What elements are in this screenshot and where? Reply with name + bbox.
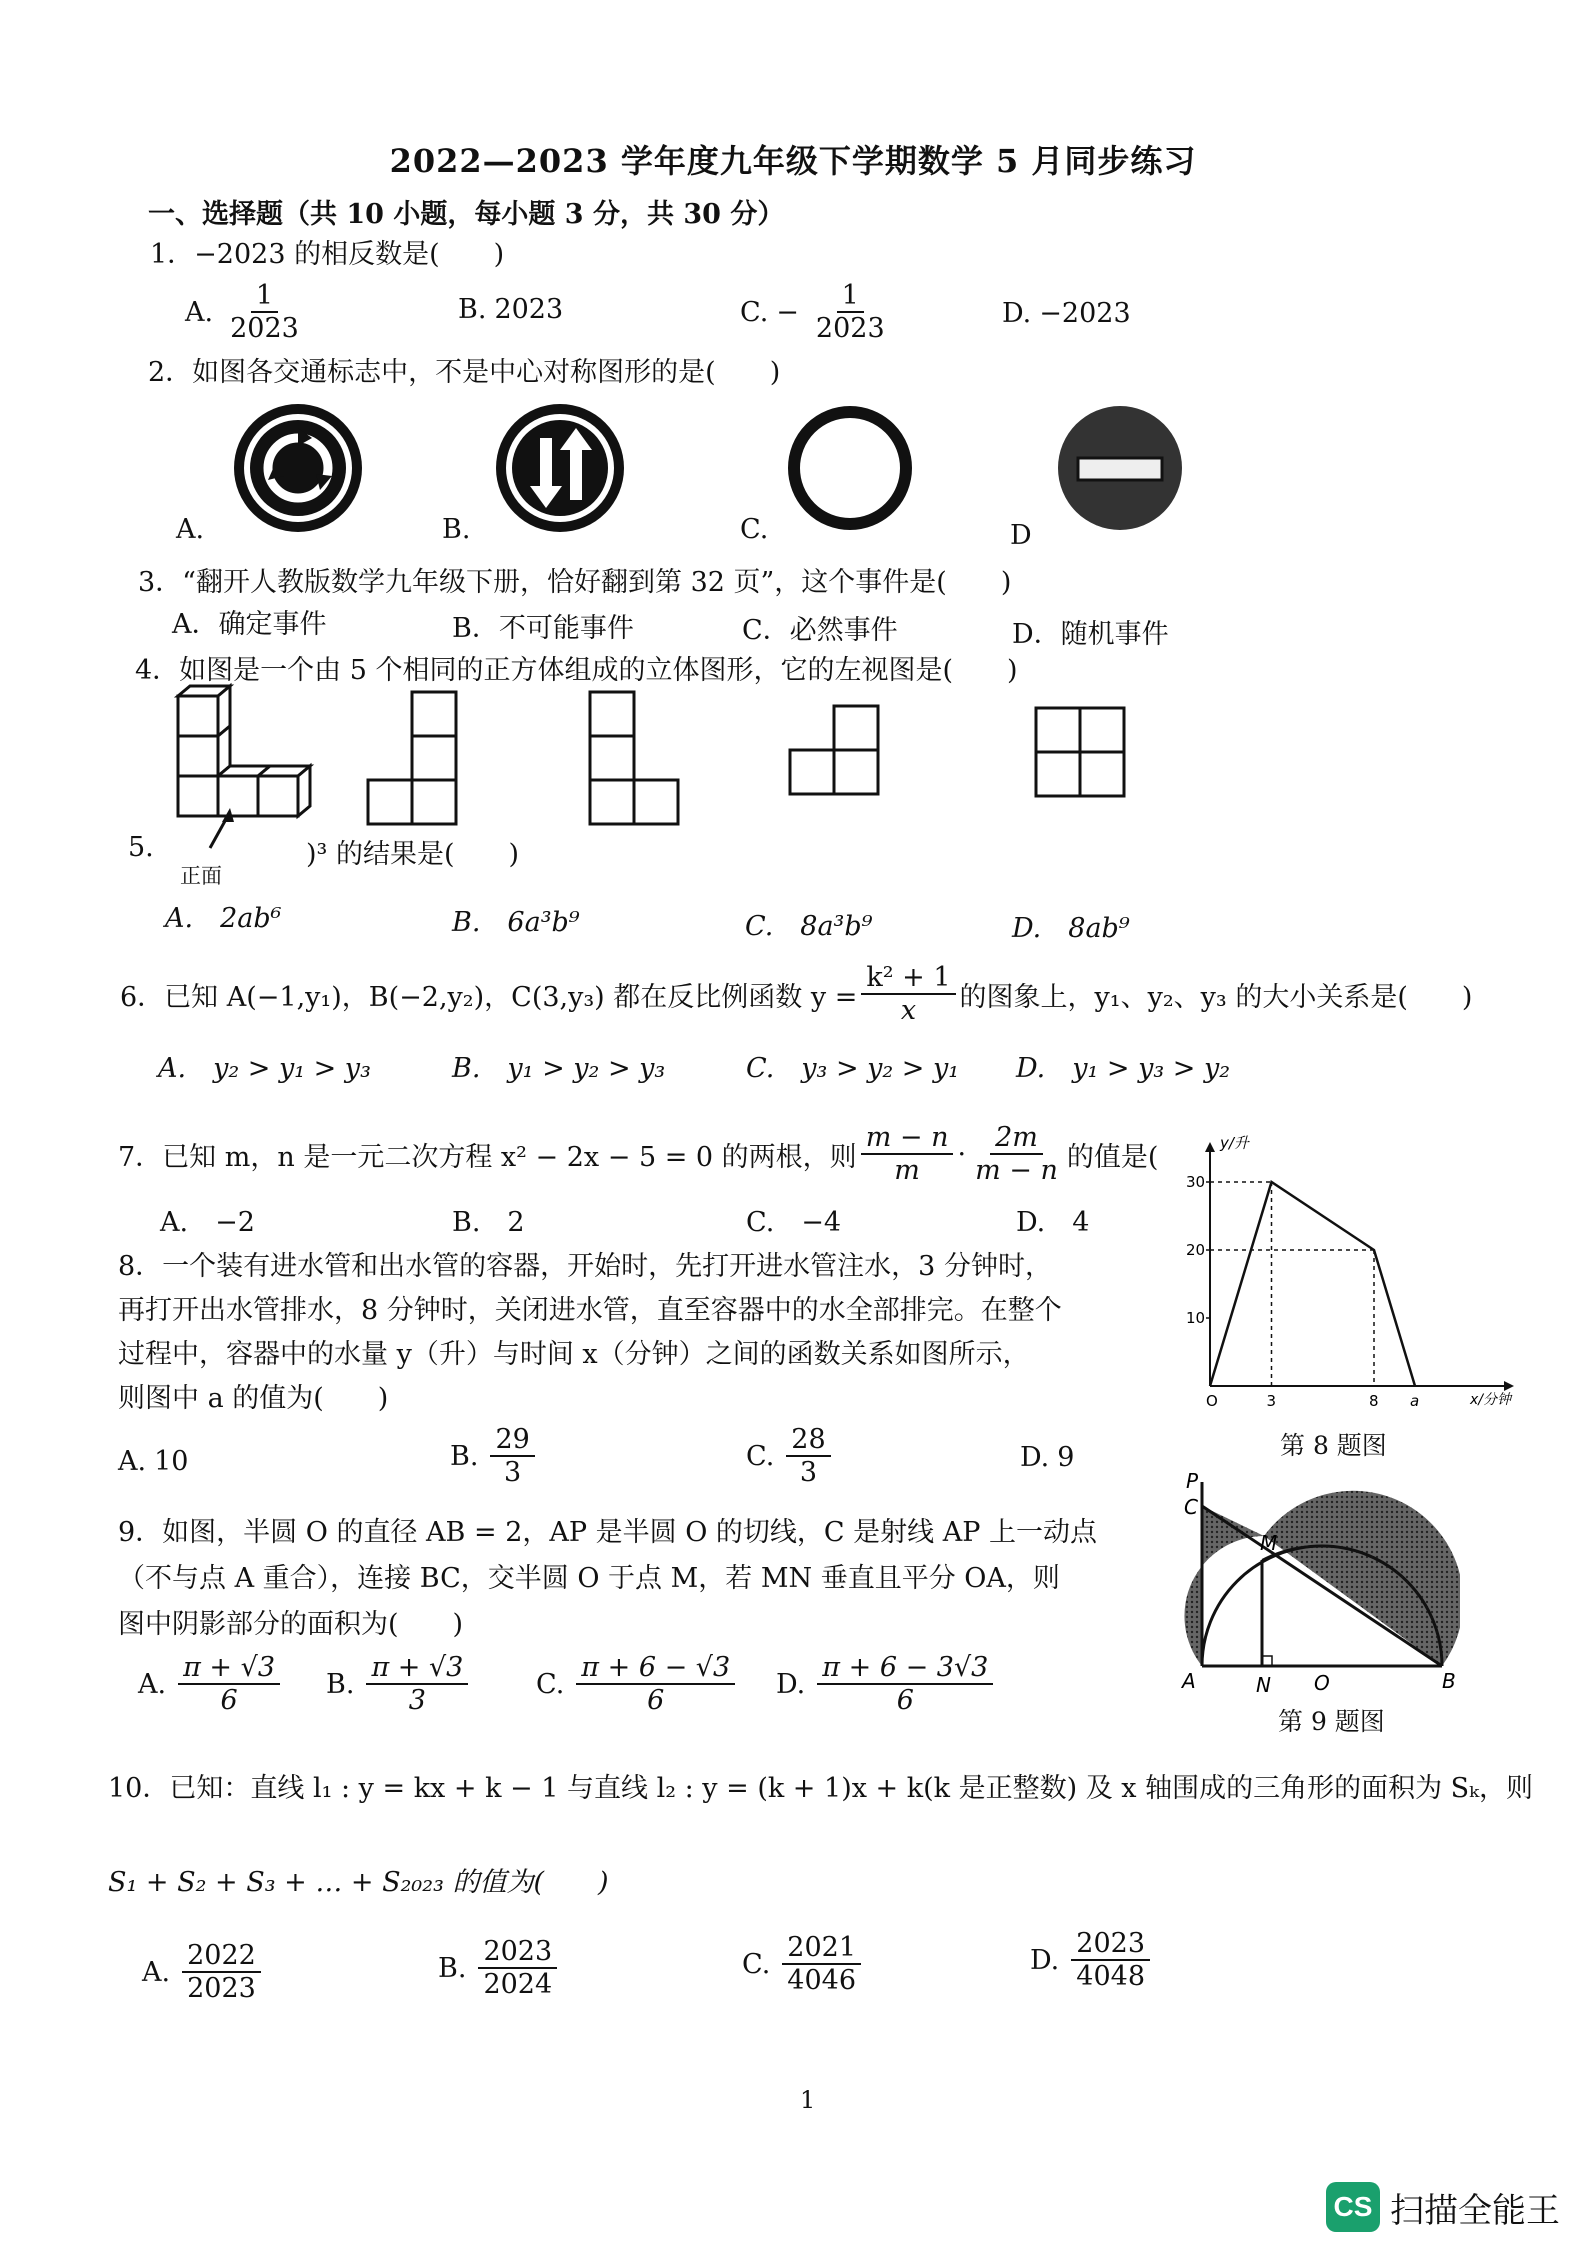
q3-option-a: A．确定事件 bbox=[172, 609, 327, 640]
shaded-region-left bbox=[1184, 1506, 1264, 1666]
view-option-c bbox=[790, 706, 878, 794]
q10-stem-2: S₁ + S₂ + S₃ + … + S₂₀₂₃ 的值为( ) bbox=[108, 1867, 609, 1898]
q1-option-a: A. $\frac{1}{2023}$ bbox=[185, 280, 308, 344]
q9-line-3: 图中阴影部分的面积为( ) bbox=[118, 1609, 464, 1640]
q5-stem-prefix: 5. bbox=[128, 832, 154, 863]
no-entry-sign-icon bbox=[1058, 406, 1182, 530]
fraction: $\frac{2023}{4048}$ bbox=[1071, 1928, 1150, 1992]
page-title: 2022—2023 学年度九年级下学期数学 5 月同步练习 bbox=[389, 142, 1197, 180]
fraction: $\frac{\pi + 6 - 3√3}{6}$ bbox=[817, 1652, 993, 1716]
q6-option-b: B. y₁ > y₂ > y₃ bbox=[452, 1053, 666, 1084]
q2-label-a: A. bbox=[176, 514, 205, 545]
x-tick-label: O bbox=[1206, 1392, 1218, 1410]
series-line bbox=[1210, 1182, 1415, 1386]
q6-stem: 6．已知 A(−1,y₁)，B(−2,y₂)，C(3,y₃) 都在反比例函数 y = $\frac{\text{k² + 1}}{x}$ 的图象上，y₁、y₂、y₃ 的大小关系是( ) bbox=[120, 962, 1473, 1027]
fraction: $\frac{\pi + √3}{3}$ bbox=[366, 1652, 468, 1716]
x-axis-arrow-icon bbox=[1504, 1381, 1514, 1391]
q10-stem: 10．已知：直线 l₁ : y = kx + k − 1 与直线 l₂ : y = (k + 1)x + k(k 是正整数) 及 x 轴围成的三角形的面积为 Sₖ，则 bbox=[108, 1773, 1534, 1804]
q9-option-c: C. $\frac{\pi + 6 - √3}{6}$ bbox=[536, 1652, 739, 1716]
chart-plot bbox=[1210, 1182, 1415, 1386]
q2-label-c: C. bbox=[740, 514, 769, 545]
point-label-b: B bbox=[1442, 1669, 1456, 1693]
fraction: $\frac{2022}{2023}$ bbox=[182, 1940, 261, 2004]
q2-label-b: B. bbox=[442, 514, 471, 545]
q8-figure-caption: 第 8 题图 bbox=[1280, 1431, 1387, 1460]
fraction: $\frac{2021}{4046}$ bbox=[782, 1932, 861, 1996]
q10-option-a: A. $\frac{2022}{2023}$ bbox=[142, 1940, 265, 2004]
q7-option-c: C. −4 bbox=[746, 1207, 842, 1238]
q10-option-d: D. $\frac{2023}{4048}$ bbox=[1030, 1928, 1154, 1992]
q2-stem: 2．如图各交通标志中，不是中心对称图形的是( ) bbox=[148, 357, 781, 388]
y-tick-label: 30 bbox=[1186, 1173, 1206, 1191]
q3-option-b: B．不可能事件 bbox=[452, 613, 634, 644]
point-label-p: P bbox=[1186, 1470, 1199, 1493]
q3-option-d: D．随机事件 bbox=[1012, 619, 1169, 650]
q1-stem: 1．−2023 的相反数是( ) bbox=[150, 239, 505, 270]
q7-option-a: A. −2 bbox=[160, 1207, 255, 1238]
q8-option-b: B. $\frac{29}{3}$ bbox=[450, 1424, 539, 1488]
y-axis-label: y/升 bbox=[1220, 1134, 1249, 1152]
fraction: $\frac{1}{2023}$ bbox=[230, 280, 299, 345]
q6-option-c: C. y₃ > y₂ > y₁ bbox=[746, 1053, 960, 1084]
point-label-m: M bbox=[1260, 1531, 1278, 1555]
q1-option-c: C. − $\frac{1}{2023}$ bbox=[740, 280, 894, 344]
q9-option-d: D. $\frac{\pi + 6 - 3√3}{6}$ bbox=[776, 1652, 997, 1716]
scanner-watermark bbox=[1326, 2182, 1560, 2232]
q8-line-4: 则图中 a 的值为( ) bbox=[118, 1383, 389, 1414]
page-number: 1 bbox=[800, 2086, 816, 2114]
two-way-traffic-sign-icon bbox=[496, 404, 624, 532]
fraction: $\frac{2m}{m - n}$ bbox=[975, 1122, 1058, 1187]
q8-option-c: C. $\frac{28}{3}$ bbox=[746, 1424, 835, 1488]
scanner-logo-text: 扫描全能王 bbox=[1390, 2191, 1560, 2230]
q8-chart bbox=[1170, 1126, 1530, 1426]
point-label-c: C bbox=[1184, 1495, 1198, 1519]
fraction: $\frac{1}{2023}$ bbox=[815, 280, 885, 345]
fraction: $\frac{2023}{2024}$ bbox=[478, 1936, 557, 2000]
shaded-region-right bbox=[1264, 1491, 1460, 1666]
section-heading: 一、选择题（共 10 小题，每小题 3 分，共 30 分） bbox=[148, 199, 785, 230]
point-label-n: N bbox=[1256, 1673, 1271, 1697]
view-option-b bbox=[590, 692, 678, 824]
q9-figure-caption: 第 9 题图 bbox=[1278, 1707, 1385, 1736]
roundabout-sign-icon bbox=[234, 404, 362, 532]
fraction: $\frac{\pi + 6 - √3}{6}$ bbox=[576, 1652, 735, 1716]
y-tick-label: 10 bbox=[1186, 1309, 1206, 1327]
q3-option-c: C．必然事件 bbox=[742, 615, 898, 646]
front-label: 正面 bbox=[180, 864, 222, 888]
fraction: $\frac{\text{k² + 1}}{x}$ bbox=[861, 962, 955, 1026]
q8-line-3: 过程中，容器中的水量 y（升）与时间 x（分钟）之间的函数关系如图所示， bbox=[118, 1339, 1030, 1370]
q9-option-a: A. $\frac{\pi + √3}{6}$ bbox=[138, 1652, 284, 1716]
q6-option-d: D. y₁ > y₃ > y₂ bbox=[1016, 1053, 1231, 1084]
q5-option-c: C. 8a³b⁹ bbox=[745, 911, 873, 942]
x-tick-label: a bbox=[1410, 1392, 1420, 1410]
traffic-signs-figure bbox=[228, 400, 1228, 550]
fraction: $\frac{28}{3}$ bbox=[786, 1424, 830, 1488]
q5-option-b: B. 6a³b⁹ bbox=[452, 907, 580, 938]
view-option-a bbox=[368, 692, 456, 824]
q9-option-b: B. $\frac{\pi + √3}{3}$ bbox=[326, 1652, 472, 1716]
q5-option-a: A. 2ab⁶ bbox=[165, 903, 282, 934]
q8-line-2: 再打开出水管排水，8 分钟时，关闭进水管，直至容器中的水全部排完。在整个 bbox=[118, 1295, 1062, 1326]
q9-figure bbox=[1180, 1470, 1460, 1710]
q1-option-d: D. −2023 bbox=[1002, 298, 1131, 329]
q7-stem: 7．已知 m，n 是一元二次方程 x² − 2x − 5 = 0 的两根，则 $\frac{m - n}{m}$ · $\frac{2m}{m - n}$ 的值是( bbox=[118, 1122, 1159, 1187]
point-label-a: A bbox=[1182, 1669, 1196, 1693]
fraction: $\frac{\pi + √3}{6}$ bbox=[178, 1652, 280, 1716]
fraction: $\frac{m - n}{m}$ bbox=[861, 1122, 954, 1186]
x-axis-label: x/分钟 bbox=[1470, 1392, 1512, 1408]
q3-stem: 3．“翻开人教版数学九年级下册，恰好翻到第 32 页”，这个事件是( ) bbox=[138, 567, 1012, 598]
q7-option-d: D. 4 bbox=[1016, 1207, 1090, 1238]
point-label-o: O bbox=[1314, 1671, 1330, 1695]
q2-label-d: D bbox=[1010, 520, 1032, 551]
q8-option-a: A. 10 bbox=[118, 1446, 189, 1477]
x-tick-label: 8 bbox=[1369, 1392, 1379, 1410]
view-option-d bbox=[1036, 708, 1124, 796]
y-axis-arrow-icon bbox=[1205, 1142, 1215, 1152]
q10-option-b: B. $\frac{2023}{2024}$ bbox=[438, 1936, 561, 2000]
q6-option-a: A. y₂ > y₁ > y₃ bbox=[158, 1053, 371, 1084]
q8-line-1: 8．一个装有进水管和出水管的容器，开始时，先打开进水管注水，3 分钟时， bbox=[118, 1251, 1052, 1282]
q9-line-1: 9．如图，半圆 O 的直径 AB = 2，AP 是半圆 O 的切线，C 是射线 AP 上一动点 bbox=[118, 1517, 1097, 1548]
y-tick-label: 20 bbox=[1186, 1241, 1206, 1259]
q9-line-2: （不与点 A 重合），连接 BC，交半圆 O 于点 M，若 MN 垂直且平分 OA，则 bbox=[118, 1563, 1060, 1594]
q8-option-d: D. 9 bbox=[1020, 1442, 1075, 1473]
q10-option-c: C. $\frac{2021}{4046}$ bbox=[742, 1932, 865, 1996]
q7-option-b: B. 2 bbox=[452, 1207, 525, 1238]
q5-stem-suffix: )³ 的结果是( ) bbox=[306, 839, 520, 870]
ring-sign-icon bbox=[794, 412, 906, 524]
fraction: $\frac{29}{3}$ bbox=[490, 1424, 534, 1488]
q4-stem: 4．如图是一个由 5 个相同的正方体组成的立体图形，它的左视图是( ) bbox=[135, 655, 1018, 686]
chart-axes bbox=[1186, 1134, 1514, 1410]
x-tick-label: 3 bbox=[1266, 1392, 1277, 1410]
q5-option-d: D. 8ab⁹ bbox=[1012, 913, 1130, 944]
q1-option-b: B. 2023 bbox=[458, 294, 564, 325]
cube-stack-figure bbox=[178, 686, 310, 816]
scanner-logo-icon: CS bbox=[1326, 2182, 1380, 2232]
